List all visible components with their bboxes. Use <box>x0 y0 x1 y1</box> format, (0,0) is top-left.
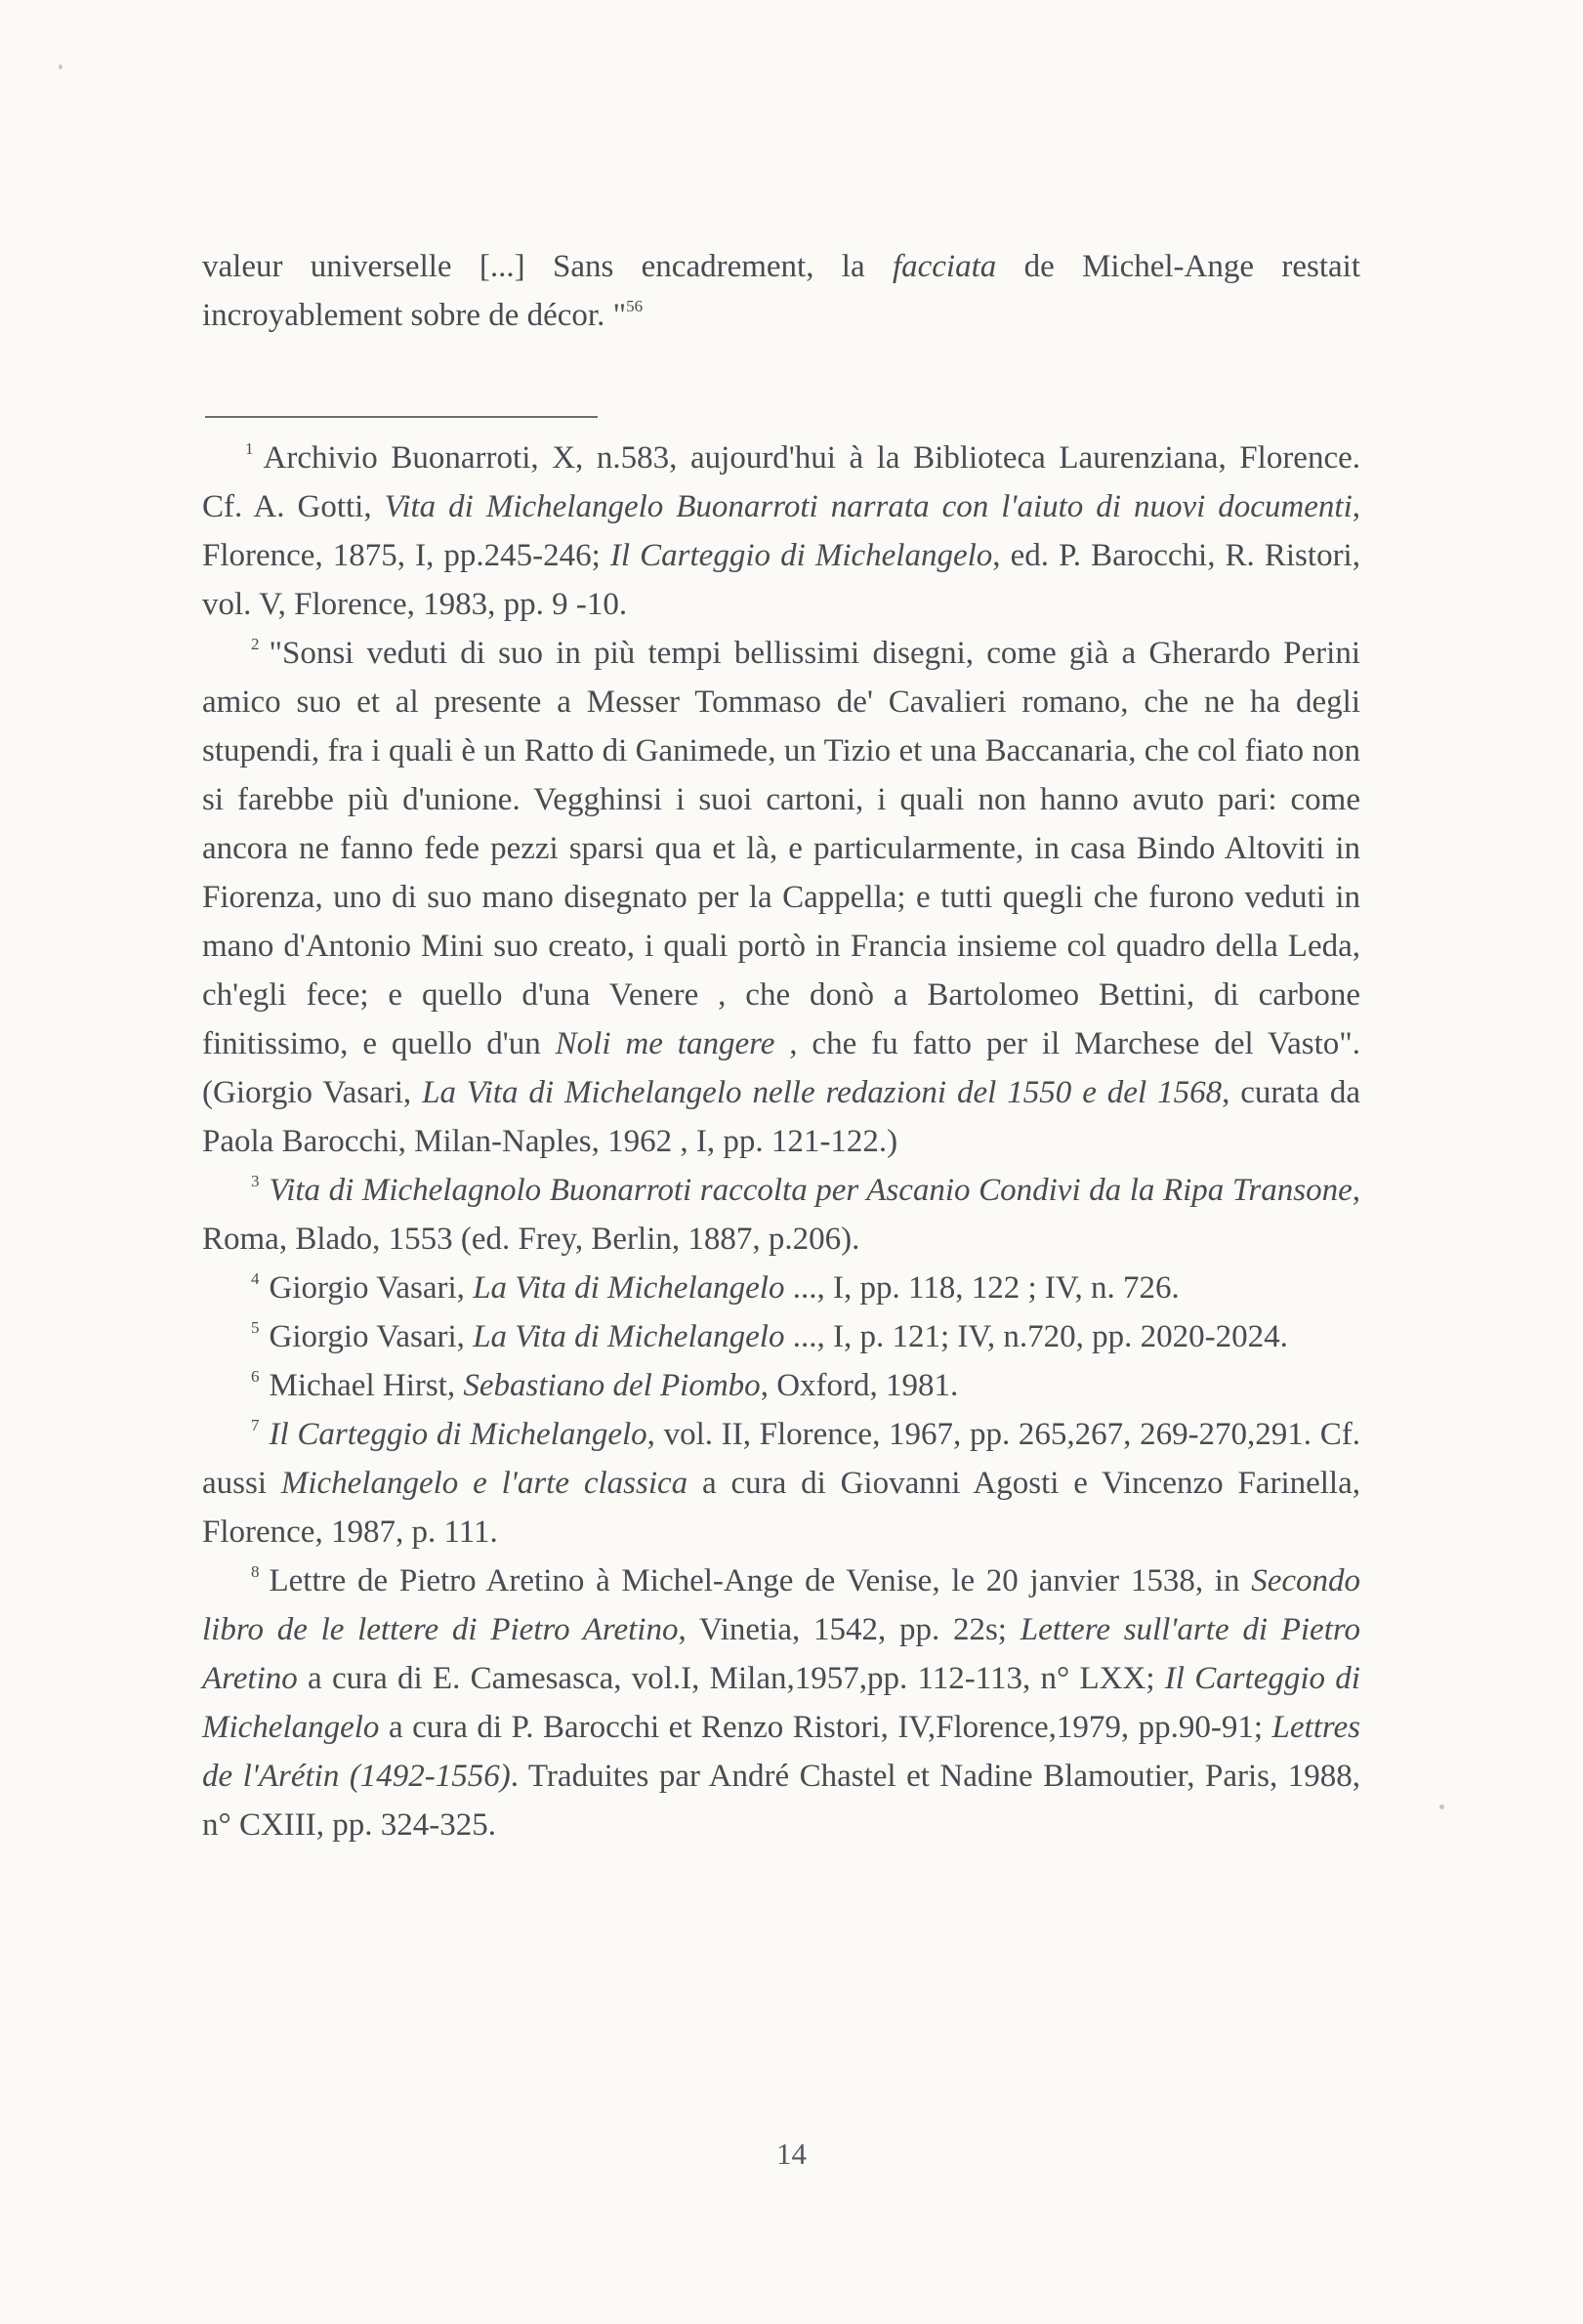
footnote <box>202 1556 1360 1849</box>
footnote-text: . Traduites par André Chastel et Nadine Blamoutier, Paris, 1988, n° CXIII, pp. 324-325. <box>202 1759 1361 1843</box>
body-text <box>202 242 1360 340</box>
footnote-title: Il Carteggio di Michelangelo <box>269 1417 647 1452</box>
footnote-text: a cura di Giovanni Agosti e Vincenzo Farinella, Florence, 1987, p. 111. <box>202 1466 1360 1550</box>
footnote-separator <box>205 416 598 418</box>
footnote-text: a cura di P. Barocchi et Renzo Ristori, IV,Florence,1979, pp.90-91; <box>379 1710 1272 1745</box>
footnote-text: , Florence, 1875, I, pp.245-246; <box>202 489 1360 573</box>
footnote-text: Lettre de Pietro Aretino à Michel-Ange de Venise, le 20 janvier 1538, in <box>269 1563 1252 1598</box>
body-text-italic: facciata <box>892 249 997 284</box>
footnote-number: 8 <box>251 1562 260 1581</box>
footnote-title: Lettere sull'arte di Pietro Aretino <box>202 1612 1360 1696</box>
footnote-title: La Vita di Michelangelo nelle redazioni del 1550 e del 1568 <box>422 1075 1223 1110</box>
footnote <box>202 434 1360 629</box>
footnote-title: Vita di Michelangelo Buonarroti narrata con l'aiuto di nuovi documenti <box>384 489 1353 524</box>
footnote-title: Lettres de l'Arétin (1492-1556) <box>202 1710 1360 1794</box>
footnotes <box>202 434 1360 1849</box>
footnote <box>202 1166 1360 1264</box>
footnote-number: 6 <box>251 1367 260 1386</box>
footnote <box>202 1361 1360 1410</box>
footnote-title: La Vita di Michelangelo <box>473 1270 785 1306</box>
footnote-text: , Roma, Blado, 1553 (ed. Frey, Berlin, 1887, p.206). <box>202 1173 1360 1257</box>
body-text-start: valeur universelle [...] Sans encadrement, la <box>202 249 893 284</box>
footnote <box>202 629 1360 1166</box>
footnote-text: , curata da Paola Barocchi, Milan-Naples, 1962 , I, pp. 121-122.) <box>202 1075 1360 1159</box>
footnote-number: 2 <box>251 635 260 653</box>
paper-speck <box>1439 1805 1444 1809</box>
footnote-text: Michael Hirst, <box>269 1368 464 1403</box>
footnote-text: ..., I, pp. 118, 122 ; IV, n. 726. <box>784 1270 1180 1306</box>
footnote-title: Il Carteggio di Michelangelo <box>609 538 993 573</box>
footnote-text: ..., I, p. 121; IV, n.720, pp. 2020-2024. <box>784 1319 1288 1354</box>
footnote <box>202 1264 1360 1312</box>
footnote-text: "Sonsi veduti di suo in più tempi bellissimi disegni, come già a Gherardo Perini amico suo et al presente a Messer Tommaso de' Cavalieri romano, che ne ha degli stupendi, fra i quali è un Ratto di Ganimede, un Tizio et una Baccanaria, che col fiato non si farebbe più d'unione. Vegghinsi i suoi cartoni, i quali non hanno avuto pari: come ancora ne fanno fede pezzi sparsi qua et là, e particularmente, in casa Bindo Altoviti in Fiorenza, uno di suo mano disegnato per la Cappella; e tutti quegli che furono veduti in mano d'Antonio Mini suo creato, i quali portò in Francia insieme col quadro della Leda, ch'egli fece; e quello d'una Venere , che donò a Bartolomeo Bettini, di carbone finitissimo, e quello d'un <box>202 636 1360 1061</box>
paper-speck <box>59 64 62 69</box>
footnote-title: Sebastiano del Piombo <box>463 1368 761 1403</box>
footnote-number: 5 <box>251 1318 260 1337</box>
footnote-text: , vol. II, Florence, 1967, pp. 265,267, 269-270,291. Cf. aussi <box>202 1417 1360 1501</box>
footnote-title: Michelangelo e l'arte classica <box>280 1466 688 1501</box>
footnote-title: Secondo libro de le lettere di Pietro Aretino <box>202 1563 1360 1647</box>
footnote-title: Noli me tangere <box>555 1026 775 1061</box>
footnote-number: 4 <box>251 1269 260 1288</box>
footnote-text: Archivio Buonarroti, X, n.583, aujourd'hui à la Biblioteca Laurenziana, Florence. Cf. A. Gotti, <box>202 440 1360 524</box>
footnote-text: , Vinetia, 1542, pp. 22s; <box>678 1612 1021 1647</box>
body-text-end: de Michel-Ange restait incroyablement sobre de décor. " <box>202 249 1360 333</box>
footnote-text: , Oxford, 1981. <box>760 1368 959 1403</box>
footnote-text: Giorgio Vasari, <box>269 1319 474 1354</box>
footnote-reference: 56 <box>626 297 644 315</box>
footnote-text: , che fu fatto per il Marchese del Vasto". (Giorgio Vasari, <box>202 1026 1361 1110</box>
footnote-text: a cura di E. Camesasca, vol.I, Milan,1957,pp. 112-113, n° LXX; <box>297 1661 1165 1696</box>
page-number: 14 <box>776 2137 807 2171</box>
footnote-text: Giorgio Vasari, <box>269 1270 474 1306</box>
footnote-number: 3 <box>251 1172 260 1190</box>
footnote-number: 7 <box>251 1416 260 1434</box>
footnote <box>202 1410 1360 1556</box>
footnote-text: , ed. P. Barocchi, R. Ristori, vol. V, Florence, 1983, pp. 9 -10. <box>202 538 1360 622</box>
footnote-title: La Vita di Michelangelo <box>473 1319 785 1354</box>
footnote-title: Il Carteggio di Michelangelo <box>202 1661 1360 1745</box>
footnote-number: 1 <box>245 439 254 458</box>
footnote <box>202 1312 1360 1361</box>
footnote-title: Vita di Michelagnolo Buonarroti raccolta per Ascanio Condivi da la Ripa Transone <box>269 1173 1353 1208</box>
